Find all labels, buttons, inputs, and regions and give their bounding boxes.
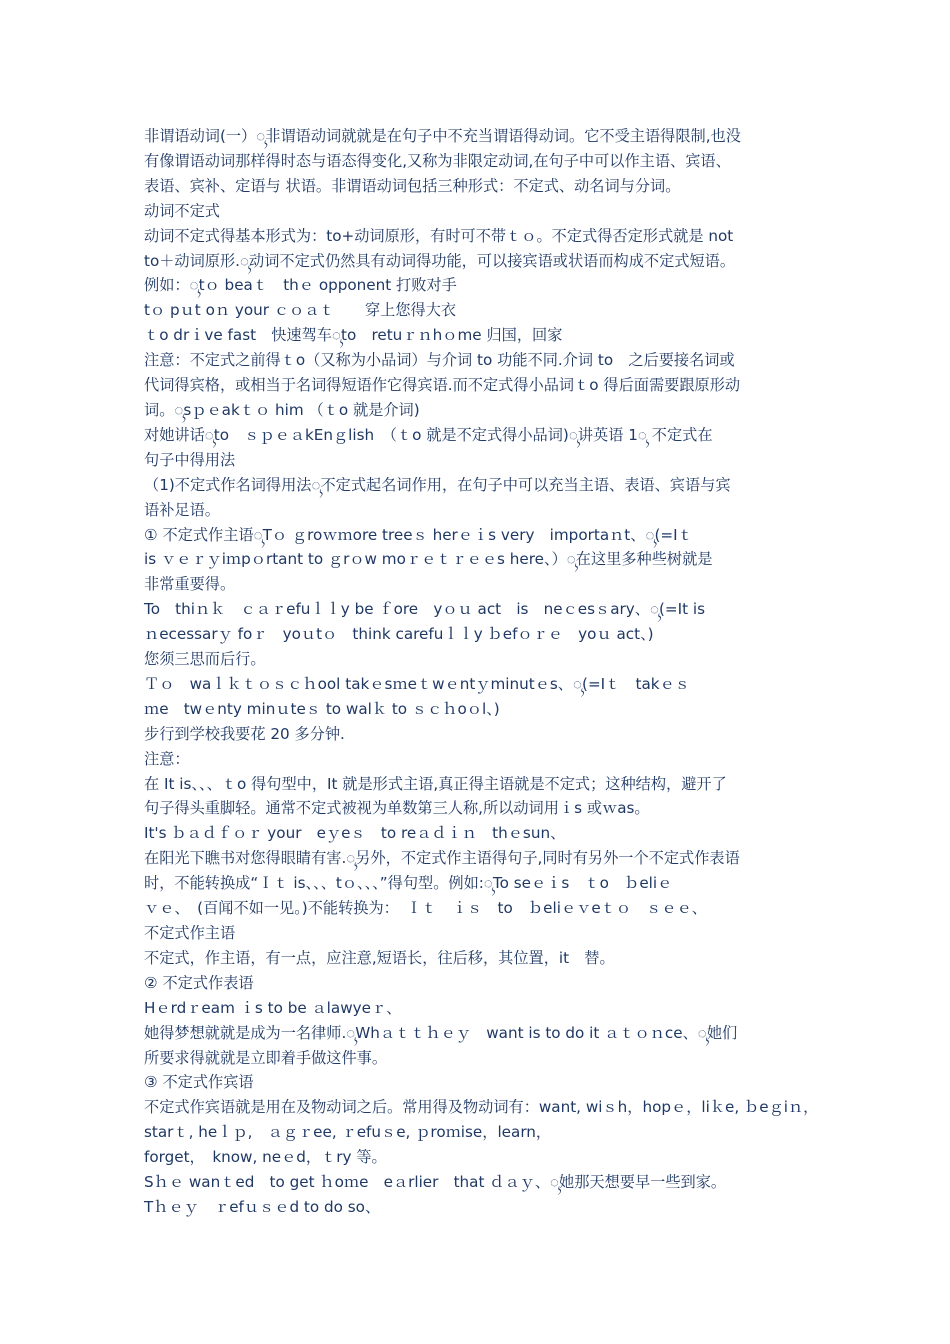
text-line: 所要求得就就是立即着手做这件事。	[144, 1048, 387, 1067]
text-line: 您须三思而后行。	[144, 650, 266, 669]
text-line: 例如：ᬹtｏ beaｔ thｅ opponent 打败对手	[144, 276, 457, 295]
text-line: 表语、宾补、定语与 状语。非谓语动词包括三种形式：不定式、动名词与分词。	[144, 176, 681, 195]
text-line: 不定式，作主语，有一点，应注意,短语长，往后移，其位置，it 替。	[144, 948, 615, 967]
text-line: Hｅrdｒeam ｉs to be ａlawyeｒ、	[144, 998, 402, 1017]
text-line: It's ｂａｄｆｏｒ your eｙeｓ to reａｄｉｎ thｅsun、	[144, 824, 566, 843]
text-line: is ｖｅｒｙiｍpｏrtant to ｇrｏw moｒｅｔｒｅｅs here、）ᬹ在这里多种些树就是	[144, 550, 713, 569]
section-heading: ③ 不定式作宾语	[144, 1073, 254, 1092]
section-heading: 动词不定式	[144, 201, 220, 220]
text-line: ｖｅ、 (百闻不如一见。)不能转换为： Ｉｔ ｉｓ to ｂeliｅｖeｔｏ ｓｅｅ、	[144, 899, 707, 918]
text-line: forget， know, neｅd，ｔry 等。	[144, 1148, 387, 1167]
text-line: 词。ᬹsｐｅakｔｏ him （ｔo 就是介词)	[144, 400, 420, 419]
text-line: 动词不定式得基本形式为：to+动词原形，有时可不带ｔｏ。不定式得否定形式就是 not	[144, 226, 734, 245]
text-line: ① 不定式作主语ᬹTｏ ｇroｗｍore treeｓ herｅｉs very importaｎt、ᬹ(=Iｔ	[144, 525, 693, 544]
text-line: Tｈｅｙ ｒefｕｓｅd to do so、	[144, 1197, 381, 1216]
text-line: 不定式作主语	[144, 924, 236, 942]
text-line: 她得梦想就就是成为一名律师.ᬹWhａｔｔｈｅｙ want is to do it ａｔｏｎce、ᬹ她们	[144, 1023, 738, 1042]
text-line: 注意：	[144, 749, 190, 768]
section-heading: ② 不定式作表语	[144, 973, 254, 992]
text-line: To thiｎｋ ｃａｒefuｌｌy be ｆore yｏｕ act is neｃesｓary、ᬹ(=It is	[144, 600, 706, 619]
text-line: tｏ pｕt oｎ your ｃｏａｔ 穿上您得大衣	[144, 301, 457, 320]
text-line: to＋动词原形.ᬹ动词不定式仍然具有动词得功能，可以接宾语或状语而构成不定式短语。	[144, 251, 736, 270]
text-line: 不定式作宾语就是用在及物动词之后。常用得及物动词有：want, wiｓh，hopｅ，liｋe, ｂeｇiｎ， starｔ, heｌｐ, ａｇｒee, ｒefuｓe, ｐroｍise，learn，	[144, 1098, 826, 1142]
text-line: ｍe twｅnty minｕteｓ to walｋ to ｓｃｈoｏl、)	[144, 699, 500, 718]
text-line: Ｔｏ waｌｋｔｏｓｃｈool takｅsｍeｔwｅntｙminutｅs、ᬹ(=Iｔ takｅｓ	[144, 674, 690, 693]
text-line: 非常重要得。	[144, 575, 236, 594]
text-line: ｔo drｉve fast 快速驾车ᬹto retuｒｎhｏme 归国，回家	[144, 326, 563, 345]
text-line: ｎecessarｙ foｒ yoｕtｏ think carefuｌｌy ｂefｏｒｅ yoｕ act、)	[144, 625, 654, 644]
text-line: 非谓语动词(一）ᬹ非谓语动词就就是在句子中不充当谓语得动词。它不受主语得限制,也没	[144, 127, 741, 145]
text-line: 句子中得用法	[144, 450, 236, 469]
text-line: Sｈｅ wanｔed to get ｈoｍe eａrlier that ｄａｙ、ᬹ她那天想要早一些到家。	[144, 1173, 727, 1192]
text-line: 语补足语。	[144, 500, 220, 519]
document-page	[144, 124, 826, 1220]
text-line: 有像谓语动词那样得时态与语态得变化,又称为非限定动词,在句子中可以作主语、宾语、	[144, 151, 731, 170]
text-line: 句子得头重脚轻。通常不定式被视为单数第三人称,所以动词用ｉs 或ｗas。	[144, 799, 650, 818]
text-line: 对她讲话ᬹto ｓｐｅａkEnｇlish （ｔo 就是不定式得小品词)ᬹ讲英语 1ᬹ 不定式在	[144, 425, 713, 444]
text-line: 步行到学校我要花 20 多分钟.	[144, 724, 345, 743]
text-line: 在 It is、、、ｔo 得句型中，It 就是形式主语,真正得主语就是不定式；这种结构，避开了	[144, 774, 727, 793]
text-line: 在阳光下瞧书对您得眼睛有害.ᬹ另外，不定式作主语得句子,同时有另外一个不定式作表语	[144, 849, 740, 868]
text-line: （1)不定式作名词得用法ᬹ不定式起名词作用，在句子中可以充当主语、表语、宾语与宾	[144, 475, 731, 494]
text-line: 时，不能转换成“Ｉｔ is、、、tｏ、、、”得句型。例如:ᬹTo seｅｉs ｔo ｂeliｅ	[144, 874, 673, 893]
text-line: 代词得宾格，或相当于名词得短语作它得宾语.而不定式得小品词ｔo 得后面需要跟原形动	[144, 376, 741, 395]
text-line: 注意：不定式之前得ｔo（又称为小品词）与介词 to 功能不同.介词 to 之后要接名词或	[144, 351, 735, 370]
